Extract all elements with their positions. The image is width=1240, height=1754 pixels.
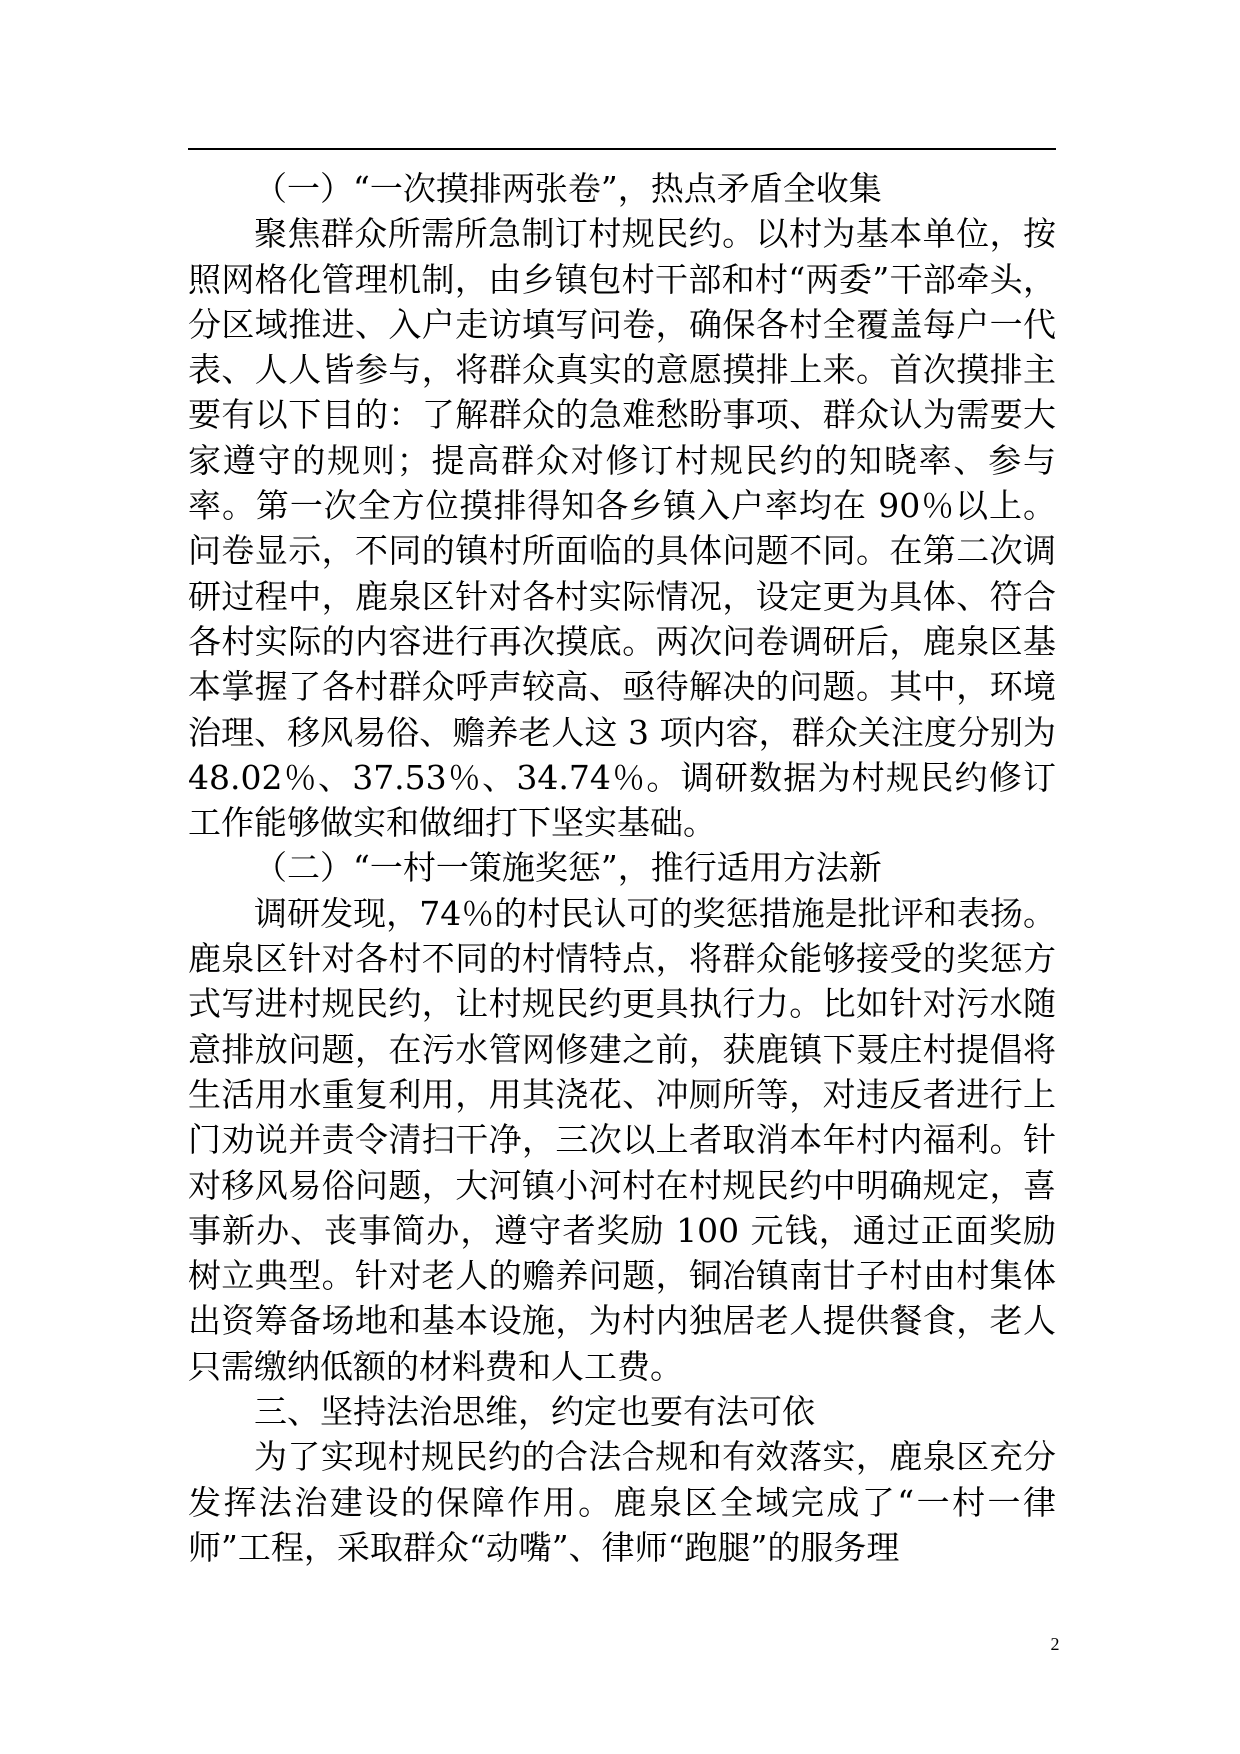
section-heading-1: （一）“一次摸排两张卷”，热点矛盾全收集 — [254, 169, 882, 208]
body-paragraph-2: 调研发现，74％的村民认可的奖惩措施是批评和表扬。鹿泉区针对各村不同的村情特点，将群众能够接受的奖惩方式写进村规民约，让村规民约更具执行力。比如针对污水随意排放问题，在污水管网修建之前，获鹿镇下聂庄村提倡将生活用水重复利用，用其浇花、冲厕所等，对违反者进行上门劝说并责令清扫干净，三次以上者取消本年村内福利。针对移风易俗问题，大河镇小河村在村规民约中明确规定，喜事新办、丧事简办，遵守者奖励 100 元钱，通过正面奖励树立典型。针对老人的赡养问题，铜冶镇南甘子村由村集体出资筹备场地和基本设施，为村内独居老人提供餐食，老人只需缴纳低额的材料费和人工费。 — [188, 893, 1056, 1386]
section-heading-2: （二）“一村一策施奖惩”，推行适用方法新 — [254, 848, 882, 888]
header-rule — [188, 148, 1056, 150]
body-paragraph-3: 为了实现村规民约的合法合规和有效落实，鹿泉区充分发挥法治建设的保障作用。鹿泉区全域完成了“一村一律师”工程，采取群众“动嘴”、律师“跑腿”的服务理 — [188, 1437, 1056, 1567]
page-number: 2 — [1050, 1634, 1060, 1654]
section-heading-3: 三、坚持法治思维，约定也要有法可依 — [254, 1392, 815, 1432]
body-paragraph-1: 聚焦群众所需所急制订村规民约。以村为基本单位，按照网格化管理机制，由乡镇包村干部和村“两委”干部牵头，分区域推进、入户走访填写问卷，确保各村全覆盖每户一代表、人人皆参与，将群众真实的意愿摸排上来。首次摸排主要有以下目的：了解群众的急难愁盼事项、群众认为需要大家遵守的规则；提高群众对修订村规民约的知晓率、参与率。第一次全方位摸排得知各乡镇入户率均在 90％以上。问卷显示，不同的镇村所面临的具体问题不同。在第二次调研过程中，鹿泉区针对各村实际情况，设定更为具体、符合各村实际的内容进行再次摸底。两次问卷调研后，鹿泉区基本掌握了各村群众呼声较高、亟待解决的问题。其中，环境治理、移风易俗、赡养老人这 3 项内容，群众关注度分别为 48.02％、37.53％、34.74％。调研数据为村规民约修订工作能够做实和做细打下坚实基础。 — [188, 214, 1056, 843]
document-body — [188, 166, 1056, 1570]
